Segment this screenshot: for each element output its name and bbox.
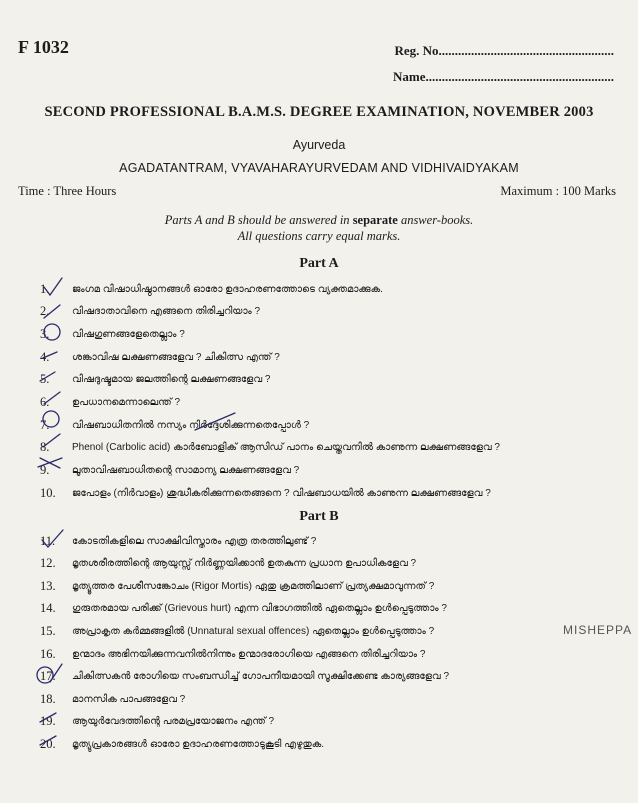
question-number: 15. (40, 623, 56, 638)
strike-mark (195, 413, 235, 430)
strike-mark (44, 392, 60, 404)
question-text: ജംഗമ വിഷാധിഷ്ഠാനങ്ങൾ ഓരോ ഉദാഹരണത്തോടെ വ്യക്തമാക്കുക. (72, 283, 383, 295)
strike-mark (40, 736, 56, 745)
question-text: വിഷബാധിതനിൽ നസ്യം നിർദ്ദേശിക്കുന്നതെപ്പോൾ ? (72, 419, 310, 431)
question-text: മൃത്യുപ്രകാരങ്ങൾ ഓരോ ഉദാഹരണത്തോടുകൂടി എഴുതുക. (72, 738, 325, 750)
name-field: Name.......................................................... (393, 69, 614, 84)
time-allowed: Time : Three Hours (18, 184, 117, 198)
question-text: ലൂതാവിഷബാധിതന്റെ സാമാന്യ ലക്ഷണങ്ങളേവ ? (72, 465, 300, 477)
question-number: 1. (40, 281, 50, 296)
part-a-heading: Part A (299, 256, 339, 271)
part-b-heading: Part B (299, 509, 339, 524)
question-number: 7. (40, 417, 50, 432)
strike-mark (43, 352, 57, 358)
question-number: 2. (40, 304, 50, 319)
maximum-marks: Maximum : 100 Marks (500, 184, 616, 198)
question-text: ആയുർവേദത്തിന്റെ പരമപ്രയോജനം എന്ത് ? (72, 716, 275, 728)
question-text: മൃതശരീരത്തിന്റെ ആയുസ്സ് നിർണ്ണയിക്കാൻ ഉതകുന്ന പ്രധാന ഉപാധികളേവ ? (72, 558, 417, 570)
question-text: Phenol (Carbolic acid) കാർബോളിക് ആസിഡ് പാനം ചെയ്തവനിൽ കാണുന്ന ലക്ഷണങ്ങളേവ ? (72, 442, 500, 454)
strike-mark (40, 372, 55, 381)
instruction-text: answer-books. (397, 213, 474, 227)
question-number: 17. (40, 669, 56, 684)
reg-no-field: Reg. No...................................................... (394, 43, 614, 58)
question-number: 10. (40, 485, 56, 500)
question-number: 11. (40, 533, 56, 548)
circle-mark (43, 411, 59, 427)
question-text: ഉപധാനമെന്നാലെന്ത് ? (72, 397, 181, 408)
question-number: 20. (40, 736, 56, 751)
question-text: ജപോളം (നിർവാളം) ശുദ്ധീകരിക്കുന്നതെങ്ങനെ ? വിഷബാധയിൽ കാണുന്ന ലക്ഷണങ്ങളേവ ? (72, 487, 491, 499)
strike-mark (44, 305, 60, 318)
strike-mark (43, 434, 60, 447)
question-text: മൃത്യൂത്തര പേശീസങ്കോചം (Rigor Mortis) ഏതു ക്രമത്തിലാണ് പ്രത്യക്ഷമാവുന്നത് ? (72, 580, 435, 592)
subject-name: Ayurveda (292, 138, 346, 152)
question-number: 6. (40, 395, 50, 409)
question-number: 16. (40, 646, 56, 661)
question-text: ഗുരുതരമായ പരിക്ക് (Grievous hurt) എന്ന വിഭാഗത്തിൽ ഏതെല്ലാം ഉൾപ്പെടുത്താം ? (72, 603, 447, 615)
question-number: 3. (40, 326, 50, 341)
exam-title: SECOND PROFESSIONAL B.A.M.S. DEGREE EXAMINATION, NOVEMBER 2003 (44, 104, 594, 120)
circle-mark (44, 324, 60, 340)
tick-mark (42, 530, 63, 547)
question-number: 18. (40, 691, 56, 706)
strike-mark (40, 713, 56, 722)
instruction-line-2: All questions carry equal marks. (237, 229, 401, 243)
question-text: വിഷദുഷ്ടമായ ജലത്തിന്റെ ലക്ഷണങ്ങളേവ ? (72, 374, 271, 386)
question-text: വിഷദാതാവിനെ എങ്ങനെ തിരിച്ചറിയാം ? (72, 306, 261, 318)
instruction-emphasis: separate (352, 213, 398, 227)
question-number: 12. (40, 556, 56, 571)
strike-mark (38, 458, 62, 468)
question-text: ഉന്മാദം അഭിനയിക്കുന്നവനിൽനിന്നും ഉന്മാദരോഗിയെ എങ്ങനെ തിരിച്ചറിയാം ? (72, 648, 426, 660)
question-text: ചികിത്സകൻ രോഗിയെ സംബന്ധിച്ച് ഗോപനീയമായി സൂക്ഷിക്കേണ്ട കാര്യങ്ങളേവ ? (72, 671, 450, 683)
question-text: വിഷഗുണങ്ങളേതെല്ലാം ? (72, 328, 185, 340)
handwritten-note: MISHEPPA (563, 623, 633, 637)
question-number: 14. (40, 601, 56, 616)
question-number: 5. (40, 372, 50, 387)
tick-mark (50, 664, 62, 682)
question-number: 13. (40, 578, 56, 593)
question-text: ശങ്കാവിഷ ലക്ഷണങ്ങളേവ ? ചികിത്സ എന്ത് ? (72, 351, 280, 363)
tick-mark (44, 278, 62, 295)
question-number: 9. (40, 463, 50, 478)
question-text: മാനസിക പാപങ്ങളേവ ? (72, 693, 186, 705)
question-number: 19. (40, 714, 56, 729)
paper-name: AGADATANTRAM, VYAVAHARAYURVEDAM AND VIDHIVAIDYAKAM (119, 161, 519, 175)
question-text: അപ്രാകൃത കർമ്മങ്ങളിൽ (Unnatural sexual offences) ഏതെല്ലാം ഉൾപ്പെടുത്താം ? (72, 625, 435, 637)
question-number: 4. (40, 349, 50, 364)
question-number: 8. (40, 440, 50, 455)
question-text: കോടതികളിലെ സാക്ഷിവിസ്താരം എത്ര തരത്തിലുണ്ട് ? (72, 535, 317, 547)
paper-code: F 1032 (18, 37, 69, 57)
instruction-text: Parts A and B should be answered in (164, 213, 353, 227)
